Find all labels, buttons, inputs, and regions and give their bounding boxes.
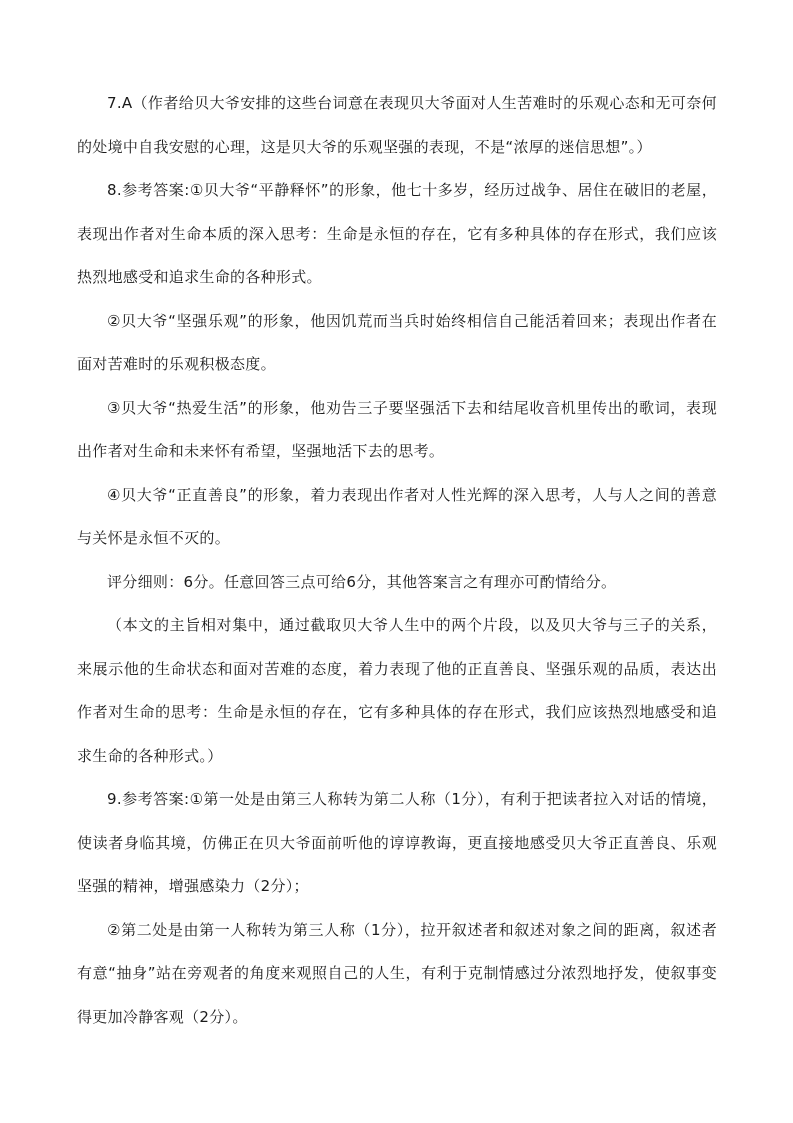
- paragraph-theme-note: （本文的主旨相对集中，通过截取贝大爷人生中的两个片段，以及贝大爷与三子的关系，来展示他的生命状态和面对苦难的态度，着力表现了他的正直善良、坚强乐观的品质，表达出作者对生命的思考：生命是永恒的存在，它有多种具体的存在形式，我们应该热烈地感受和追求生命的各种形式。）: [77, 616, 717, 765]
- paragraph-answer-9-point-2: ②第二处是由第一人称转为第三人称（1分），拉开叙述者和叙述对象之间的距离，叙述者有意“抽身”站在旁观者的角度来观照自己的人生，有利于克制情感过分浓烈地抒发，使叙事变得更加冷静客观（2分）。: [77, 920, 717, 1026]
- answer-text-block: [77, 82, 717, 1039]
- paragraph-scoring-rules: 评分细则：6分。任意回答三点可给6分，其他答案言之有理亦可酌情给分。: [107, 572, 617, 591]
- paragraph-answer-7: 7.A（作者给贝大爷安排的这些台词意在表现贝大爷面对人生苦难时的乐观心态和无可奈何的处境中自我安慰的心理，这是贝大爷的乐观坚强的表现，不是“浓厚的迷信思想”。）: [77, 94, 717, 156]
- paragraph-answer-8: 8.参考答案:①贝大爷“平静释怀”的形象，他七十多岁，经历过战争、居住在破旧的老屋，表现出作者对生命本质的深入思考：生命是永恒的存在，它有多种具体的存在形式，我们应该热烈地感受和追求生命的各种形式。: [77, 181, 717, 286]
- paragraph-answer-8-point-3: ③贝大爷“热爱生活”的形象，他劝告三子要坚强活下去和结尾收音机里传出的歌词，表现出作者对生命和未来怀有希望，坚强地活下去的思考。: [77, 398, 717, 460]
- paragraph-answer-9: 9.参考答案:①第一处是由第三人称转为第二人称（1分），有利于把读者拉入对话的情境，使读者身临其境，仿佛正在贝大爷面前听他的谆谆教诲，更直接地感受贝大爷正直善良、乐观坚强的精神，增强感染力（2分）；: [77, 790, 717, 895]
- paragraph-answer-8-point-2: ②贝大爷“坚强乐观”的形象，他因饥荒而当兵时始终相信自己能活着回来；表现出作者在面对苦难时的乐观积极态度。: [77, 311, 717, 373]
- paragraph-answer-8-point-4: ④贝大爷“正直善良”的形象，着力表现出作者对人性光辉的深入思考，人与人之间的善意与关怀是永恒不灭的。: [77, 485, 717, 547]
